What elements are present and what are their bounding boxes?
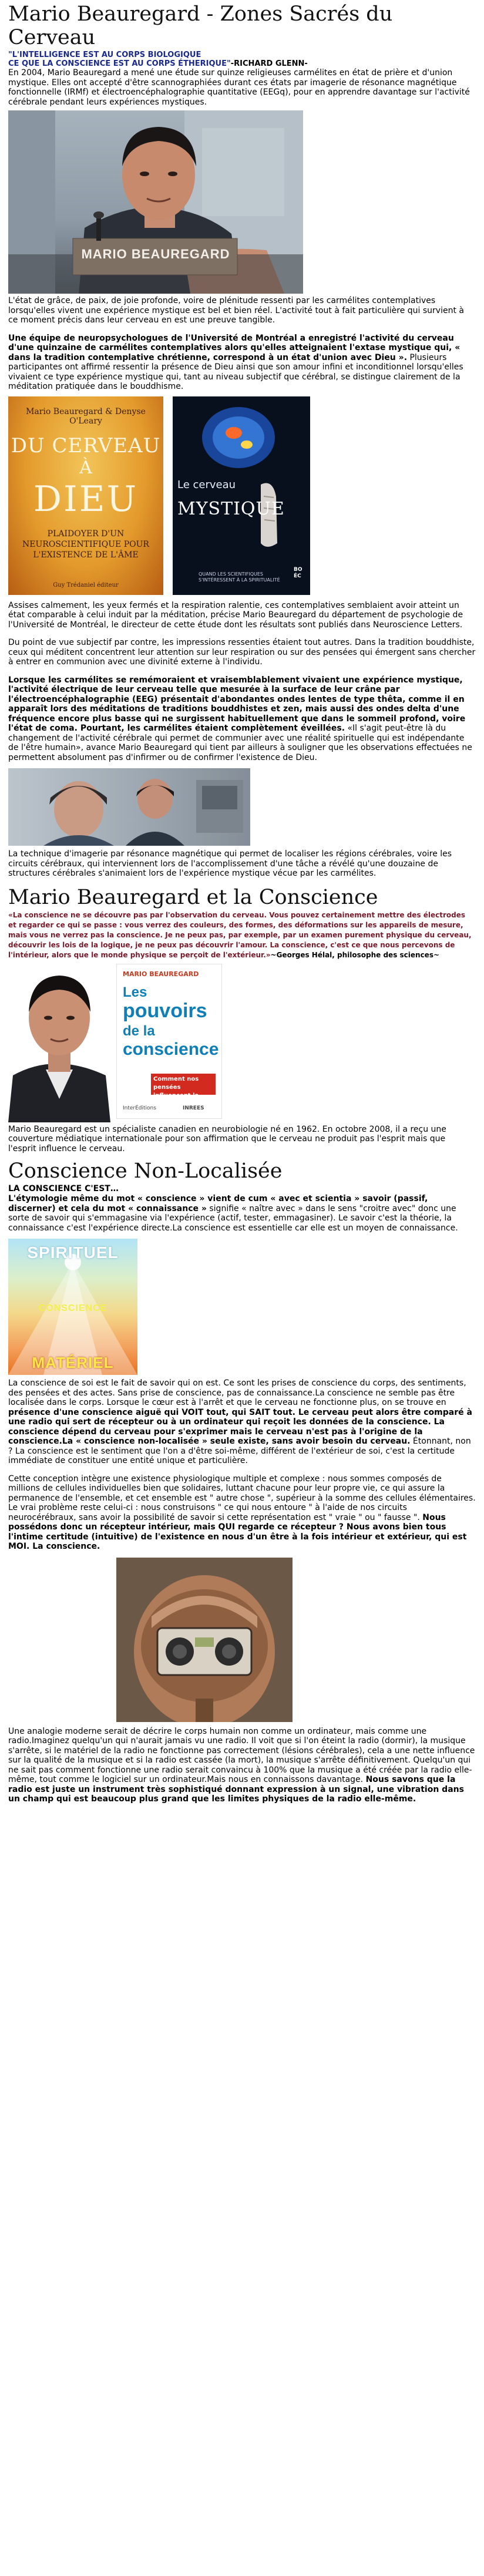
book-cover-le-cerveau-mystique <box>173 396 310 595</box>
irm-scene-illustration <box>8 768 250 846</box>
portrait-headshot-illustration <box>8 964 110 1122</box>
book3-title-line3: de la <box>123 1023 155 1039</box>
paragraph-assises-calmement: Assises calmement, les yeux fermés et la respiration ralentie, ces contemplatives semblaient avoir atteint un état comparable à celui induit par la méditation, précise Mario Beauregard du département de psychologie de l'Université de Montréal, le directeur de cette étude dont les résultats sont publiés dans Neuroscience Letters. <box>8 600 463 630</box>
caption-imagerie-irm: La technique d'imagerie par résonance magnétique qui permet de localiser les régions cérébrales, voire les circuits cérébraux, qui interviennent lors de l'accomplissement d'une tâche a révélé qu'une douzaine de structures cérébrales s'animaient lors de l'expérience mystique vécue par les carmélites. <box>8 849 452 878</box>
book2-publisher-mark: BO ÉC <box>294 566 302 579</box>
book-cover-du-cerveau-a-dieu <box>8 396 163 595</box>
book1-title-line3: DIEU <box>33 478 139 520</box>
article <box>8 0 476 1804</box>
helal-quote: «La conscience ne se découvre pas par l'observation du cerveau. Vous pouvez certainement mettre des électrodes et regarder ce qui se passe : vous verrez des couleurs, des formes, des déformations sur les appareils de mesure, mais vous ne verrez pas la conscience. Je ne peux pas, par exemple, par un examen purement physique du cerveau, découvrir les lois de la logique, je ne peux pas découvrir l'amour. La conscience, c'est ce que nous percevons de l'intérieur, alors que le monde physique se perçoit de l'extérieur.»~Georges Hélal, philosophe des sciences~ <box>8 910 472 959</box>
quote-author: -RICHARD GLENN- <box>230 59 308 68</box>
book3-author: MARIO BEAUREGARD <box>123 970 199 978</box>
image-head-radio <box>116 1558 293 1722</box>
image-spirituel-conscience-materiel <box>8 1239 137 1375</box>
photo-nameplate: MARIO BEAUREGARD <box>81 247 230 261</box>
brain-scan-illustration <box>173 396 310 595</box>
book3-publisher: InterÉditions <box>123 1105 156 1111</box>
book2-tagline-line2: S'INTÉRESSENT À LA SPIRITUALITÉ <box>199 577 280 583</box>
book1-title-line1: DU CERVEAU <box>11 433 161 458</box>
section-title-zones-sacres: Mario Beauregard - Zones Sacrés du Cerveau <box>8 2 393 49</box>
photo-irm-experiment <box>8 768 250 846</box>
image-word-spirituel: SPIRITUEL <box>27 1243 119 1262</box>
book2-tagline-line1: QUAND LES SCIENTIFIQUES <box>199 571 263 577</box>
paragraph-conscience-de-soi: La conscience de soi est le fait de savoir qui on est. Ce sont les prises de conscience du corps, des sentiments, des pensées et des actes. Sans prise de conscience, pas de connaissance.La conscience ne semble pas être localisée dans le corps. Lorsque le cœur est à l'arrêt et que le cerveau ne fonctionne plus, on se trouve en présence d'une conscience aiguë qui VOIT tout, qui SAIT tout. Le cerveau peut alors être comparé à une radio qui sert de récepteur ou à un ordinateur qui reçoit les données de la conscience. La conscience dépend du cerveau pour s'exprimer mais le cerveau n'est pas à l'origine de la conscience.La « conscience non-localisée » seule existe, sans avoir besoin du cerveau. Étonnant, non ? La conscience est le sentiment que l'on a d'être soi-même, différent de l'extérieur de soi, c'est la certitude immédiate de constituer une entité unique et particulière. <box>8 1378 472 1465</box>
book1-subtitle-line3: L'EXISTENCE DE L'ÂME <box>33 550 139 560</box>
paragraph-biographie: Mario Beauregard est un spécialiste canadien en neurobiologie né en 1962. En octobre 2008, il a reçu une couverture médiatique internationale pour son affirmation que le cerveau ne produit pas l'esprit mais que l'esprit influence le cerveau. <box>8 1124 446 1154</box>
section-title-la-conscience: Mario Beauregard et la Conscience <box>8 885 378 909</box>
paragraph-equipe-neuropsychologues: Une équipe de neuropsychologues de l'Université de Montréal a enregistré l'activité du cerveau d'une quinzaine de carmélites contemplatives alors qu'elles atteignaient l'extase mystique qui, « dans la tradition contemplative chrétienne, correspond à un état d'union avec Dieu ». Plusieurs participantes ont affirmé ressentir la présence de Dieu ainsi que son amour infini et inconditionnel lorsqu'elles vivaient ce type expérience mystique qui, tant au niveau subjectif que cérébral, se distingue clairement de la méditation pratiquée dans le bouddhisme. <box>8 333 463 391</box>
book1-authors: Mario Beauregard & Denyse O'Leary <box>26 406 146 426</box>
book1-subtitle-line1: PLAIDOYER D'UN <box>47 529 125 539</box>
glenn-quote <box>8 51 476 68</box>
photo-mario-beauregard-portrait <box>8 964 110 1122</box>
intro-paragraph: En 2004, Mario Beauregard a mené une étude sur quinze religieuses carmélites en état de prière et d'union mystique. Elles ont accepté d'être scannographiées durant ces états par imagerie de résonance magnétique fonctionnelle (IRMf) et électroencéphalographie quantitative (EEGq), pour en apprendre davantage sur l'activité cérébrale pendant leurs expériences mystiques. <box>8 68 470 107</box>
section-title-conscience-non-localisee: Conscience Non-Localisée <box>8 1159 283 1183</box>
photo-mario-beauregard-desk <box>8 110 303 294</box>
helal-quote-author: ~Georges Hélal, philosophe des sciences~ <box>270 950 440 959</box>
book3-banner: Comment nos pensées influencent la réalité <box>151 1074 216 1095</box>
paragraph-analogie-radio: Une analogie moderne serait de décrire le corps humain non comme un ordinateur, mais comme une radio.Imaginez quelqu'un qui n'aurait jamais vu une radio. Il voit que si l'on éteint la radio (dormir), la musique s'arrête, si le matériel de la radio ne fonctionne pas correctement (lésions cérébrales), cela a une nette influence sur la qualité de la musique et si la radio est cassée (la mort), la musique s'arrête définitivement. Quelqu'un qui ne sait pas comment fonctionne une radio serait convaincu à 100% que la musique a été créée par la radio elle-même, tout comme le logiciel sur un ordinateur.Mais nous en connaissons davantage. Nous savons que la radio est juste un instrument très sophistiqué donnant expression à un signal, une vibration dans un champ qui est beaucoup plus grand que les limites physiques de la radio elle-même. <box>8 1726 475 1804</box>
quote-line-2: CE QUE LA CONSCIENCE EST AU CORPS ÉTHERIQUE"-RICHARD GLENN- <box>8 59 308 68</box>
image-word-conscience: CONSCIENCE <box>38 1303 107 1313</box>
book3-title-line1: Les <box>123 984 147 1000</box>
portrait-illustration <box>8 110 303 294</box>
paragraph-existence-physiologique: Cette conception intègre une existence physiologique multiple et complexe : nous sommes composés de millions de cellules individuelles bien que solidaires, luttant chacune pour leur propre vie, ce qui assure la permanence de l'ensemble, et cet ensemble est " autre chose ", supérieur à la somme des cellules élémentaires. Le vrai problème reste celui-ci : nous construisons " ce qui nous entoure " à l'aide de nos circuits neurocérébraux, sans avoir la possibilité de savoir si cette représentation est " vraie " ou " fausse ". Nous possédons donc un récepteur intérieur, mais QUI regarde ce récepteur ? Nous avons bien tous l'intime certitude (intuitive) de l'existence en nous d'un être à la fois intérieur et extérieur, qui est MOI. La conscience. <box>8 1474 476 1551</box>
book1-subtitle-line2: NEUROSCIENTIFIQUE POUR <box>22 539 149 549</box>
image-word-materiel: MATÉRIEL <box>32 1354 114 1371</box>
paragraph-point-de-vue-subjectif: Du point de vue subjectif par contre, les impressions ressenties étaient tout autres. Dans la tradition bouddhiste, ceux qui méditent concentrent leur attention sur leur respiration ou sur des pensées qui émergent sans chercher à entrer en communion avec une divinité externe à l'individu. <box>8 638 476 667</box>
paragraph-etat-de-grace: L'état de grâce, de paix, de joie profonde, voire de plénitude ressenti par les carmélites contemplatives lorsqu'elles vivent une expérience mystique est bel et bien réel. L'activité tout à fait particulière qui survient à ce moment précis dans leur cerveau en est une preuve tangible. <box>8 296 464 325</box>
heading-la-conscience-cest: LA CONSCIENCE C'EST… <box>8 1184 119 1193</box>
head-radio-illustration <box>116 1558 293 1722</box>
book2-title-line1: Le cerveau <box>177 478 236 491</box>
book1-publisher: Guy Trédaniel éditeur <box>53 581 119 588</box>
book3-title-line2: pouvoirs <box>123 999 207 1022</box>
portrait-and-book-row <box>8 964 476 1122</box>
book-covers-row <box>8 396 476 595</box>
quote-line-1: "L'INTELLIGENCE EST AU CORPS BIOLOGIQUE <box>8 51 201 59</box>
book1-title-line2: À <box>79 457 92 478</box>
book3-title-line4: conscience <box>123 1039 219 1059</box>
paragraph-activite-electrique: Lorsque les carmélites se remémoraient et vraisemblablement vivaient une expérience mystique, l'activité électrique de leur cerveau telle que mesurée à la surface de leur crâne par l'électroencéphalographie (EEG) présentait d'abondantes ondes lentes de type thêta, comme il en apparaît lors des méditations de traditions bouddhistes et zen, mais aussi des ondes delta d'une fréquence encore plus basse qui ne surgissent habituellement que dans le sommeil profond, voire l'état de coma. Pourtant, les carmélites étaient complètement éveillées. «Il s'agit peut-être là du changement de l'activité cérébrale qui permet de communier avec une réalité spirituelle qui est indépendante de l'être humain», avance Mario Beauregard qui tient par ailleurs à souligner que les observations effectuées ne permettent absolument pas d'infirmer ou de confirmer l'existence de Dieu. <box>8 675 472 762</box>
book2-title-line2: MYSTIQUE <box>177 498 285 519</box>
paragraph-etymologie: L'étymologie même du mot « conscience » vient de cum « avec et scientia » savoir (passif, discerner) et cela du mot « connaissance » signifie « naître avec » dans le sens "croitre avec" donc une sorte de savoir qui s'emmagasine via l'expérience (actif, tester, emmagasiner). Le savoir c'est la théorie, la connaissance c'est l'expérience directe.La conscience est essentielle car elle est un moyen de connaissance. <box>8 1194 458 1233</box>
book-cover-les-pouvoirs-de-la-conscience <box>116 964 222 1119</box>
book3-series: INREES <box>183 1105 204 1111</box>
